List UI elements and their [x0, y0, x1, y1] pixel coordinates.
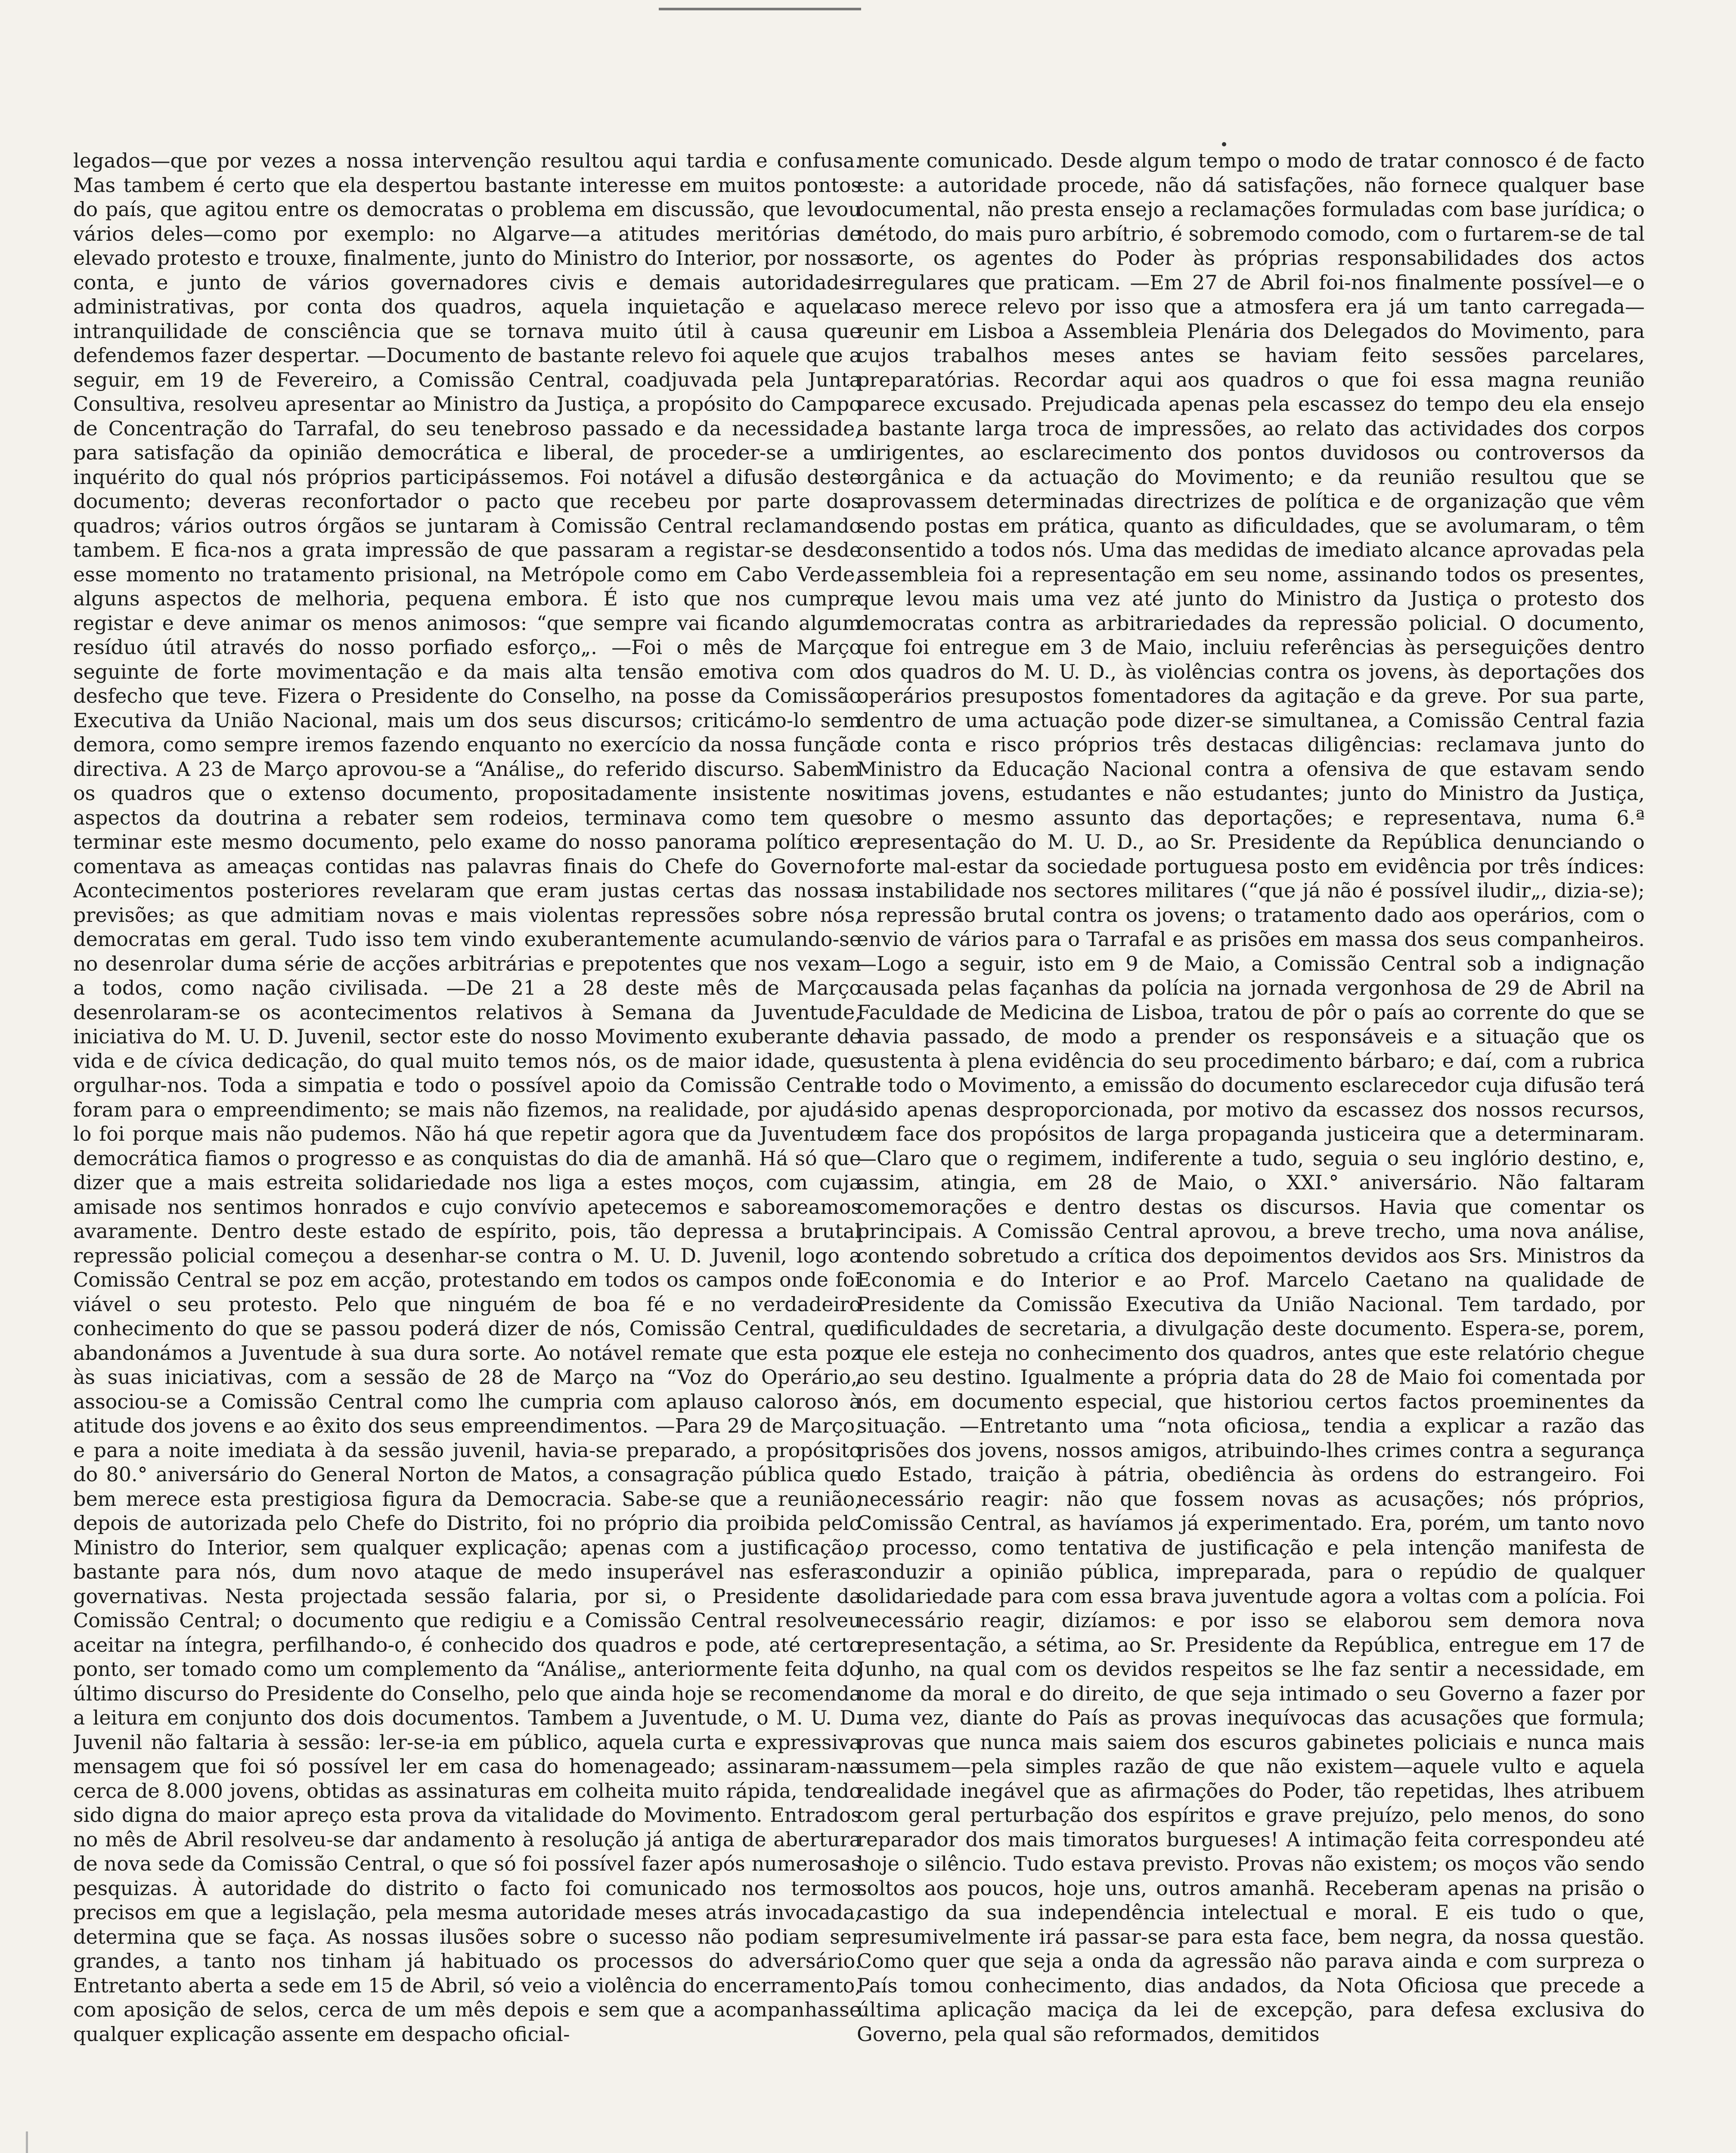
right-text-column	[857, 149, 1645, 2147]
margin-scan-mark	[26, 2131, 28, 2153]
left-text-column	[73, 149, 861, 2147]
left-column-paragraph: legados—que por vezes a nossa intervenção resultou aqui tardia e confusa. Mas tambem é certo que ela despertou bastante interesse em muitos pontos do país, que agitou entre os democratas o problema em discussão, que levou vários deles—como por exemplo: no Algarve—a atitudes meritórias de elevado protesto e trouxe, finalmente, junto do Ministro do Interior, por nossa conta, e junto de vários governadores civis e demais autoridades administrativas, por conta dos quadros, aquela inquietação e aquela intranquilidade de consciência que se tornava muito útil à causa que defendemos fazer despertar. —Documento de bastante relevo foi aquele que a seguir, em 19 de Fevereiro, a Comissão Central, coadjuvada pela Junta Consultiva, resolveu apresentar ao Ministro da Justiça, a propósito do Campo de Concentração do Tarrafal, do seu tenebroso passado e da necessidade, para satisfação da opinião democrática e liberal, de proceder-se a um inquérito do qual nós próprios participássemos. Foi notável a difusão deste documento; deveras reconfortador o pacto que recebeu por parte dos quadros; vários outros órgãos se juntaram à Comissão Central reclamando tambem. E fica-nos a grata impressão de que passaram a registar-se desde esse momento no tratamento prisional, na Metrópole como em Cabo Verde, alguns aspectos de melhoria, pequena embora. É isto que nos cumpre registar e deve animar os menos animosos: “que sempre vai ficando algum resíduo útil através do nosso porfiado esforço„. —Foi o mês de Março seguinte de forte movimentação e da mais alta tensão emotiva com o desfecho que teve. Fizera o Presidente do Conselho, na posse da Comissão Executiva da União Nacional, mais um dos seus discursos; criticámo-lo sem demora, como sempre iremos fazendo enquanto no exercício da nossa função directiva. A 23 de Março aprovou-se a “Análise„ do referido discurso. Sabem os quadros que o extenso documento, propositadamente insistente nos aspectos da doutrina a rebater sem rodeios, terminava como tem que terminar este mesmo documento, pelo exame do nosso panorama político e comentava as ameaças contidas nas palavras finais do Chefe do Governo. Acontecimentos posteriores revelaram que eram justas certas das nossas previsões; as que admitiam novas e mais violentas repressões sobre nós, democratas em geral. Tudo isso tem vindo exuberantemente acumulando-se no desenrolar duma série de acções arbitrárias e prepotentes que nos vexam a todos, como nação civilisada. —De 21 a 28 deste mês de Março desenrolaram-se os acontecimentos relativos à Semana da Juventude, iniciativa do M. U. D. Juvenil, sector este do nosso Movimento exuberante de vida e de cívica dedicação, do qual muito temos nós, os de maior idade, que orgulhar-nos. Toda a simpatia e todo o possível apoio da Comissão Central foram para o empreendimento; se mais não fizemos, na realidade, por ajudá-lo foi porque mais não pudemos. Não há que repetir agora que da Juventude democrática fiamos o progresso e as conquistas do dia de amanhã. Há só que dizer que a mais estreita solidariedade nos liga a estes moços, com cuja amisade nos sentimos honrados e cujo convívio apetecemos e saboreamos avaramente. Dentro deste estado de espírito, pois, tão depressa a brutal repressão policial começou a desenhar-se contra o M. U. D. Juvenil, logo a Comissão Central se poz em acção, protestando em todos os campos onde foi viável o seu protesto. Pelo que ninguém de boa fé e no verdadeiro conhecimento do que se passou poderá dizer de nós, Comissão Central, que abandonámos a Juventude à sua dura sorte. Ao notável remate que esta poz às suas iniciativas, com a sessão de 28 de Março na “Voz do Operário„ associou-se a Comissão Central como lhe cumpria com aplauso caloroso à atitude dos jovens e ao êxito dos seus empreendimentos. —Para 29 de Março, e para a noite imediata à da sessão juvenil, havia-se preparado, a propósito do 80.° aniversário do General Norton de Matos, a consagração pública que bem merece esta prestigiosa figura da Democracia. Sabe-se que a reunião, depois de autorizada pelo Chefe do Distrito, foi no próprio dia proibida pelo Ministro do Interior, sem qualquer explicação; apenas com a justificação, bastante para nós, dum novo ataque de medo insuperável nas esferas governativas. Nesta projectada sessão falaria, por si, o Presidente da Comissão Central; o documento que redigiu e a Comissão Central resolveu aceitar na íntegra, perfilhando-o, é conhecido dos quadros e pode, até certo ponto, ser tomado como um complemento da “Análise„ anteriormente feita do último discurso do Presidente do Conselho, pelo que ainda hoje se recomenda a leitura em conjunto dos dois documentos. Tambem a Juventude, o M. U. D. Juvenil não faltaria à sessão: ler-se-ia em público, aquela curta e expressiva mensagem que foi só possível ler em casa do homenageado; assinaram-na cerca de 8.000 jovens, obtidas as assinaturas em colheita muito rápida, tendo sido digna do maior apreço esta prova da vitalidade do Movimento. Entrados no mês de Abril resolveu-se dar andamento à resolução já antiga de abertura de nova sede da Comissão Central, o que só foi possível fazer após numerosas pesquizas. À autoridade do distrito o facto foi comunicado nos termos precisos em que a legislação, pela mesma autoridade meses atrás invocada, determina que se faça. As nossas ilusões sobre o sucesso não podiam ser grandes, a tanto nos tinham já habituado os processos do adversário. Entretanto aberta a sede em 15 de Abril, só veio a violência do encerramento, com aposição de selos, cerca de um mês depois e sem que a acompanhasse qualquer explicação assente em despacho oficial-	[73, 149, 861, 2046]
ink-dot	[1222, 142, 1226, 146]
top-edge-mark	[659, 8, 861, 10]
right-column-paragraph: mente comunicado. Desde algum tempo o modo de tratar connosco é de facto este: a autoridade procede, não dá satisfações, não fornece qualquer base documental, não presta ensejo a reclamações formuladas com base jurídica; o método, do mais puro arbítrio, é sobremodo comodo, com o furtarem-se de tal sorte, os agentes do Poder às próprias responsabilidades dos actos irregulares que praticam. —Em 27 de Abril foi-nos finalmente possível—e o caso merece relevo por isso que a atmosfera era já um tanto carregada—reunir em Lisboa a Assembleia Plenária dos Delegados do Movimento, para cujos trabalhos meses antes se haviam feito sessões parcelares, preparatórias. Recordar aqui aos quadros o que foi essa magna reunião parece excusado. Prejudicada apenas pela escassez do tempo deu ela ensejo a bastante larga troca de impressões, ao relato das actividades dos corpos dirigentes, ao esclarecimento dos pontos duvidosos ou controversos da orgânica e da actuação do Movimento; e da reunião resultou que se aprovassem determinadas directrizes de política e de organização que vêm sendo postas em prática, quanto as dificuldades, que se avolumaram, o têm consentido a todos nós. Uma das medidas de imediato alcance aprovadas pela assembleia foi a representação em seu nome, assinando todos os presentes, que levou mais uma vez até junto do Ministro da Justiça o protesto dos democratas contra as arbitrariedades da repressão policial. O documento, que foi entregue em 3 de Maio, incluiu referências às perseguições dentro dos quadros do M. U. D., às violências contra os jovens, às deportações dos operários presupostos fomentadores da agitação e da greve. Por sua parte, dentro de uma actuação pode dizer-se simultanea, a Comissão Central fazia de conta e risco próprios três destacas diligências: reclamava junto do Ministro da Educação Nacional contra a ofensiva de que estavam sendo vitimas jovens, estudantes e não estudantes; junto do Ministro da Justiça, sobre o mesmo assunto das deportações; e representava, numa 6.ª representação do M. U. D., ao Sr. Presidente da República denunciando o forte mal-estar da sociedade portuguesa posto em evidência por três índices: a instabilidade nos sectores militares (“que já não é possível iludir„, dizia-se); a repressão brutal contra os jovens; o tratamento dado aos operários, com o envio de vários para o Tarrafal e as prisões em massa dos seus companheiros. —Logo a seguir, isto em 9 de Maio, a Comissão Central sob a indignação causada pelas façanhas da polícia na jornada vergonhosa de 29 de Abril na Faculdade de Medicina de Lisboa, tratou de pôr o país ao corrente do que se havia passado, de modo a prender os responsáveis e a situação que os sustenta à plena evidência do seu procedimento bárbaro; e daí, com a rubrica de todo o Movimento, a emissão do documento esclarecedor cuja difusão terá sido apenas desproporcionada, por motivo da escassez dos nossos recursos, em face dos propósitos de larga propaganda justiceira que a determinaram. —Claro que o regimem, indiferente a tudo, seguia o seu inglório destino, e, assim, atingia, em 28 de Maio, o XXI.° aniversário. Não faltaram comemorações e dentro destas os discursos. Havia que comentar os principais. A Comissão Central aprovou, a breve trecho, uma nova análise, contendo sobretudo a crítica dos depoimentos devidos aos Srs. Ministros da Economia e do Interior e ao Prof. Marcelo Caetano na qualidade de Presidente da Comissão Executiva da União Nacional. Tem tardado, por dificuldades de secretaria, a divulgação deste documento. Espera-se, porem, que ele esteja no conhecimento dos quadros, antes que este relatório chegue ao seu destino. Igualmente a própria data do 28 de Maio foi comentada por nós, em documento especial, que historiou certos factos proeminentes da situação. —Entretanto uma “nota oficiosa„ tendia a explicar a razão das prisões dos jovens, nossos amigos, atribuindo-lhes crimes contra a segurança do Estado, traição à pátria, obediência às ordens do estrangeiro. Foi necessário reagir: não que fossem novas as acusações; nós próprios, Comissão Central, as havíamos já experimentado. Era, porém, um tanto novo o processo, como tentativa de justificação e pela intenção manifesta de conduzir a opinião pública, impreparada, para o repúdio de qualquer solidariedade para com essa brava juventude agora a voltas com a polícia. Foi necessário reagir, dizíamos: e por isso se elaborou sem demora nova representação, a sétima, ao Sr. Presidente da República, entregue em 17 de Junho, na qual com os devidos respeitos se lhe faz sentir a necessidade, em nome da moral e do direito, de que seja intimado o seu Governo a fazer por uma vez, diante do País as provas inequívocas das acusações que formula; provas que nunca mais saiem dos escuros gabinetes policiais e nunca mais assumem—pela simples razão de que não existem—aquele vulto e aquela realidade inegável que as afirmações do Poder, tão repetidas, lhes atribuem com geral perturbação dos espíritos e grave prejuízo, pelo menos, do sono reparador dos mais timoratos burgueses! A intimação feita correspondeu até hoje o silêncio. Tudo estava previsto. Provas não existem; os moços vão sendo soltos aos poucos, hoje uns, outros amanhã. Receberam apenas na prisão o castigo da sua independência intelectual e moral. E eis tudo o que, presumivelmente irá passar-se para esta face, bem negra, da nossa questão. Como quer que seja a onda da agressão não parava ainda e com surpreza o País tomou conhecimento, dias andados, da Nota Oficiosa que precede a última aplicação maciça da lei de excepção, para defesa exclusiva do Governo, pela qual são reformados, demitidos	[857, 149, 1645, 2046]
